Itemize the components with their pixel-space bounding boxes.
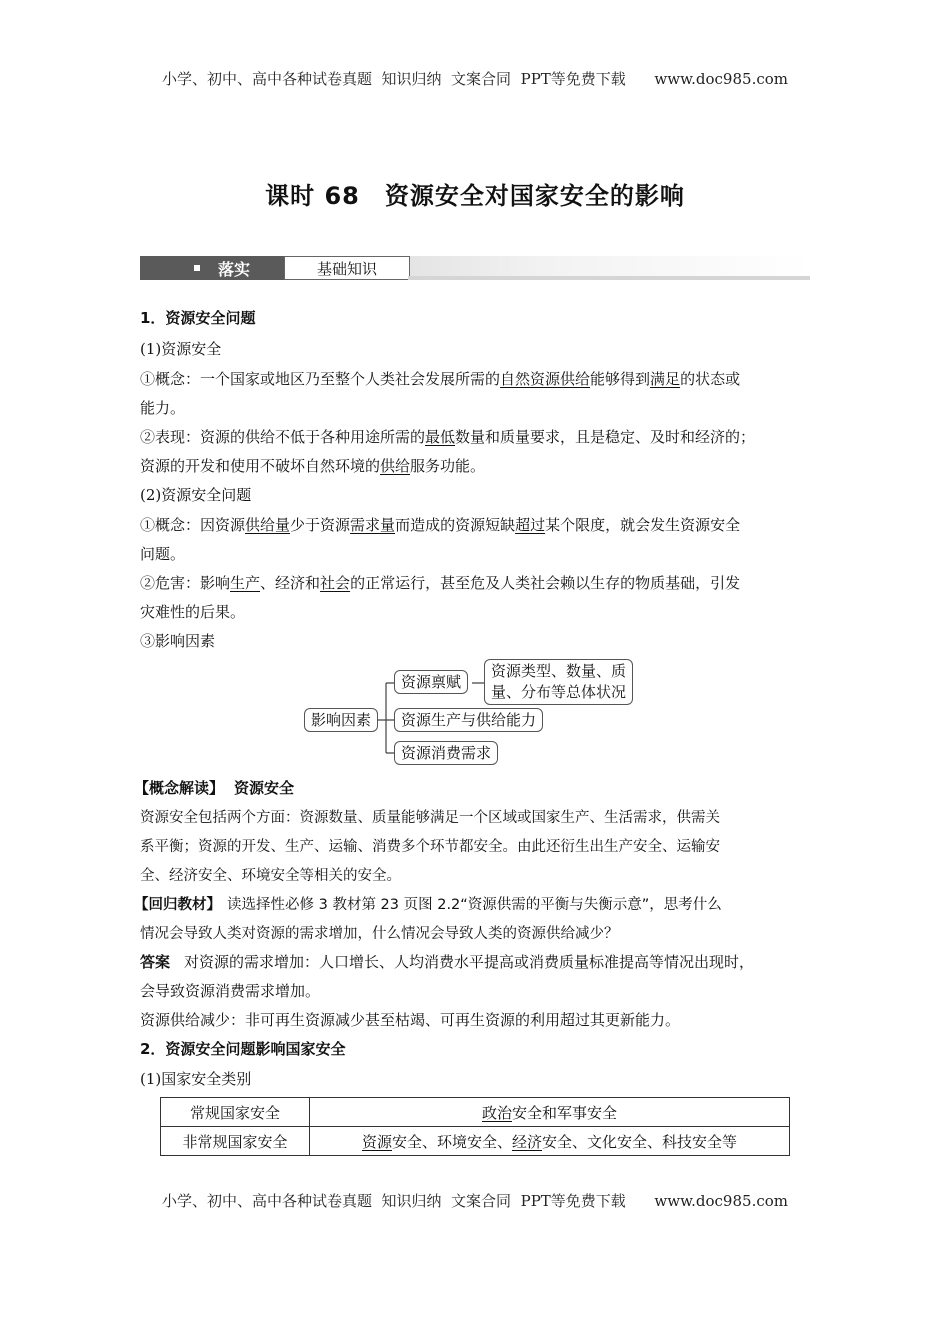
text: 资源的开发和使用不破坏自然环境的 <box>140 457 381 475</box>
concept-text-line: 资源安全包括两个方面：资源数量、质量能够满足一个区域或国家生产、生活需求，供需关 <box>140 810 720 826</box>
mindmap-endowment-detail <box>484 659 633 705</box>
answer-line-cont: 会导致资源消费需求增加。 <box>140 982 321 1000</box>
page-title: 课时 68 资源安全对国家安全的影响 <box>265 182 685 210</box>
mindmap-root: 影响因素 <box>304 708 378 732</box>
text: 安全、环境安全、 <box>391 1132 512 1151</box>
banner-bar <box>408 276 810 280</box>
text: 服务功能。 <box>410 457 486 475</box>
security-category-table <box>160 1097 790 1156</box>
table-cell: 常规国家安全 <box>161 1098 310 1127</box>
text: 的状态或 <box>680 370 741 388</box>
review-line-cont: 情况会导致人类对资源的需求增加，什么情况会导致人类的资源供给减少？ <box>140 926 619 942</box>
text: ①概念：一个国家或地区乃至整个人类社会发展所需的 <box>140 370 501 388</box>
blank-answer: 资源 <box>361 1132 392 1151</box>
page-footer: 小学、初中、高中各种试卷真题 知识归纳 文案合同 PPT等免费下载 www.doc985.com <box>161 1192 788 1210</box>
section2-sub1: (1)国家安全类别 <box>140 1070 252 1088</box>
concept-text-line: 全、经济安全、环境安全等相关的安全。 <box>140 868 401 884</box>
answer-tag: 答案 <box>140 953 171 971</box>
problem-concept-cont: 问题。 <box>140 545 186 563</box>
text: 能够得到 <box>590 370 651 388</box>
blank-answer: 社会 <box>320 574 351 592</box>
table-row <box>161 1127 790 1156</box>
concept-text-line: 系平衡；资源的开发、生产、运输、消费多个环节都安全。由此还衍生出生产安全、运输安 <box>140 839 720 855</box>
text: 安全、文化安全、科技安全等 <box>542 1132 738 1151</box>
text: ②表现：资源的供给不低于各种用途所需的 <box>140 428 426 446</box>
problem-concept-line <box>140 514 740 535</box>
detail-line: 资源类型、数量、质 <box>491 662 627 680</box>
harm-line-cont: 灾难性的后果。 <box>140 603 246 621</box>
table-cell: 非常规国家安全 <box>161 1127 310 1156</box>
table-cell <box>310 1098 790 1127</box>
mindmap-branch-endowment: 资源禀赋 <box>394 670 468 694</box>
section2-heading: 2．资源安全问题影响国家安全 <box>140 1040 346 1058</box>
text: 、经济和 <box>260 574 321 592</box>
blank-answer: 供给量 <box>245 516 291 534</box>
table-row <box>161 1098 790 1127</box>
page-header: 小学、初中、高中各种试卷真题 知识归纳 文案合同 PPT等免费下载 www.doc985.com <box>161 70 788 88</box>
square-bullet-icon <box>194 265 200 271</box>
factors-mindmap <box>300 655 660 770</box>
text: 的正常运行，甚至危及人类社会赖以生存的物质基础，引发 <box>350 574 741 592</box>
section1-sub2: (2)资源安全问题 <box>140 486 252 504</box>
concept-line-cont: 能力。 <box>140 399 186 417</box>
blank-answer: 自然资源供给 <box>500 370 591 388</box>
manifestation-line-cont <box>140 455 485 476</box>
blank-answer: 满足 <box>650 370 681 388</box>
blank-answer: 最低 <box>425 428 456 446</box>
concept-tag: 【概念解读】 <box>134 779 225 797</box>
blank-answer: 超过 <box>515 516 546 534</box>
text: 数量和质量要求，且是稳定、及时和经济的； <box>455 428 756 446</box>
concept-title: 资源安全 <box>234 779 295 797</box>
concept-line <box>140 368 740 389</box>
concept-box-heading <box>134 777 294 798</box>
review-tag: 【回归教材】 <box>134 897 221 913</box>
blank-answer: 政治 <box>481 1103 512 1122</box>
banner-label-left: 落实 <box>218 260 251 279</box>
section1-sub1: (1)资源安全 <box>140 340 222 358</box>
text: 少于资源 <box>290 516 351 534</box>
manifestation-line <box>140 426 755 447</box>
mindmap-branch-consumption: 资源消费需求 <box>394 741 498 765</box>
table-cell <box>310 1127 790 1156</box>
factors-line: ③影响因素 <box>140 632 216 650</box>
answer-text: 对资源的需求增加：人口增长、人均消费水平提高或消费质量标准提高等情况出现时， <box>184 953 755 971</box>
review-text: 读选择性必修 3 教材第 23 页图 2.2“资源供需的平衡与失衡示意”，思考什么 <box>227 897 722 913</box>
text: ①概念：因资源 <box>140 516 246 534</box>
mindmap-branch-production: 资源生产与供给能力 <box>394 708 543 732</box>
section1-heading: 1．资源安全问题 <box>140 309 256 327</box>
text: 安全和军事安全 <box>512 1103 618 1122</box>
text: 而造成的资源短缺 <box>395 516 516 534</box>
text: ②危害：影响 <box>140 574 231 592</box>
blank-answer: 生产 <box>230 574 261 592</box>
blank-answer: 需求量 <box>350 516 396 534</box>
review-line <box>134 893 722 914</box>
answer-line-supply: 资源供给减少：非可再生资源减少甚至枯竭、可再生资源的利用超过其更新能力。 <box>140 1011 681 1029</box>
banner-box <box>284 256 410 280</box>
answer-line <box>140 951 754 972</box>
text: 某个限度，就会发生资源安全 <box>545 516 741 534</box>
harm-line <box>140 572 740 593</box>
section-banner <box>140 256 810 280</box>
banner-label-right: 基础知识 <box>316 260 377 278</box>
detail-line: 量、分布等总体状况 <box>491 683 627 701</box>
blank-answer: 经济 <box>512 1132 543 1151</box>
banner-dark-block <box>140 256 284 280</box>
blank-answer: 供给 <box>380 457 411 475</box>
